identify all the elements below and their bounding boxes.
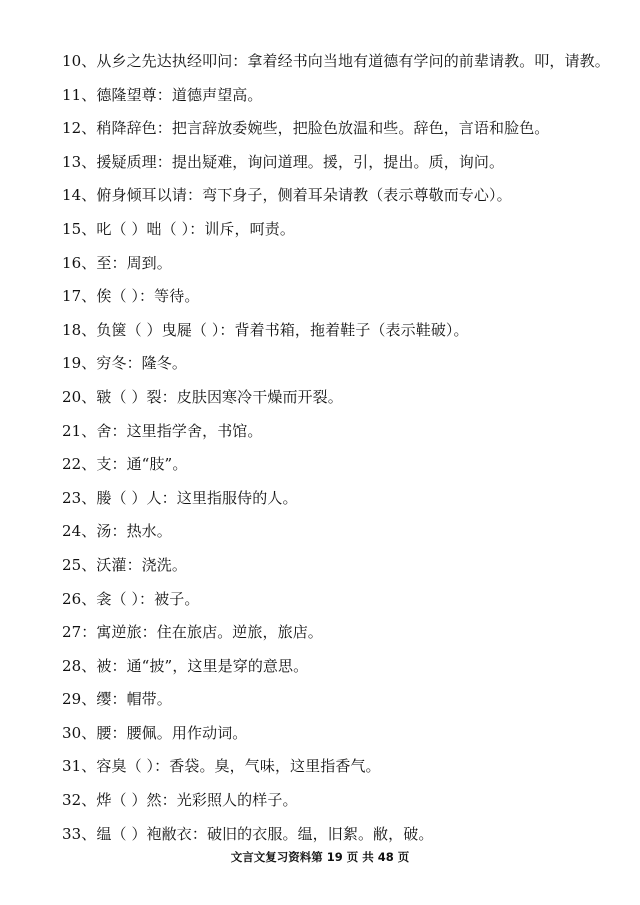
list-item: 32、烨（ ）然：光彩照人的样子。 xyxy=(62,791,298,810)
entry-list xyxy=(62,45,632,851)
list-item: 18、负箧（ ）曳屣（ ）：背着书箱，拖着鞋子（表示鞋破）。 xyxy=(62,320,469,339)
list-item: 17、俟（ ）：等待。 xyxy=(62,287,200,306)
list-item: 10、从乡之先达执经叩问：拿着经书向当地有道德有学问的前辈请教。叩，请教。 xyxy=(62,52,610,70)
list-item: 23、媵（ ）人：这里指服侍的人。 xyxy=(62,488,298,507)
list-item: 11、德隆望尊：道德声望高。 xyxy=(62,85,263,104)
list-item: 16、至：周到。 xyxy=(62,253,172,272)
list-item: 26、衾（ ）：被子。 xyxy=(62,589,200,608)
list-item: 15、叱（ ）咄（ ）：训斥，呵责。 xyxy=(62,219,295,238)
list-item: 31、容臭（ ）：香袋。臭，气味，这里指香气。 xyxy=(62,757,381,776)
list-item: 29、缨：帽带。 xyxy=(62,690,172,709)
list-item: 21、舍：这里指学舍，书馆。 xyxy=(62,421,263,440)
list-item: 20、皲（ ）裂：皮肤因寒冷干燥而开裂。 xyxy=(62,387,343,406)
list-item: 22、支：通“肢”。 xyxy=(62,455,188,474)
list-item: 24、汤：热水。 xyxy=(62,522,172,541)
list-item: 12、稍降辞色：把言辞放委婉些，把脸色放温和些。辞色，言语和脸色。 xyxy=(62,119,550,138)
list-item: 25、沃灌：浇洗。 xyxy=(62,555,187,574)
list-item: 33、缊（ ）袍敝衣：破旧的衣服。缊，旧絮。敝，破。 xyxy=(62,824,434,843)
list-item: 14、俯身倾耳以请：弯下身子，侧着耳朵请教（表示尊敬而专心）。 xyxy=(62,186,512,205)
list-item: 19、穷冬：隆冬。 xyxy=(62,354,187,373)
list-item: 30、腰：腰佩。用作动词。 xyxy=(62,723,248,742)
list-item: 27：寓逆旅：住在旅店。逆旅，旅店。 xyxy=(62,623,323,642)
page-footer: 文言文复习资料第 19 页 共 48 页 xyxy=(230,850,410,864)
list-item: 28、被：通“披”，这里是穿的意思。 xyxy=(62,656,309,675)
list-item: 13、援疑质理：提出疑难，询问道理。援，引，提出。质，询问。 xyxy=(62,152,505,171)
